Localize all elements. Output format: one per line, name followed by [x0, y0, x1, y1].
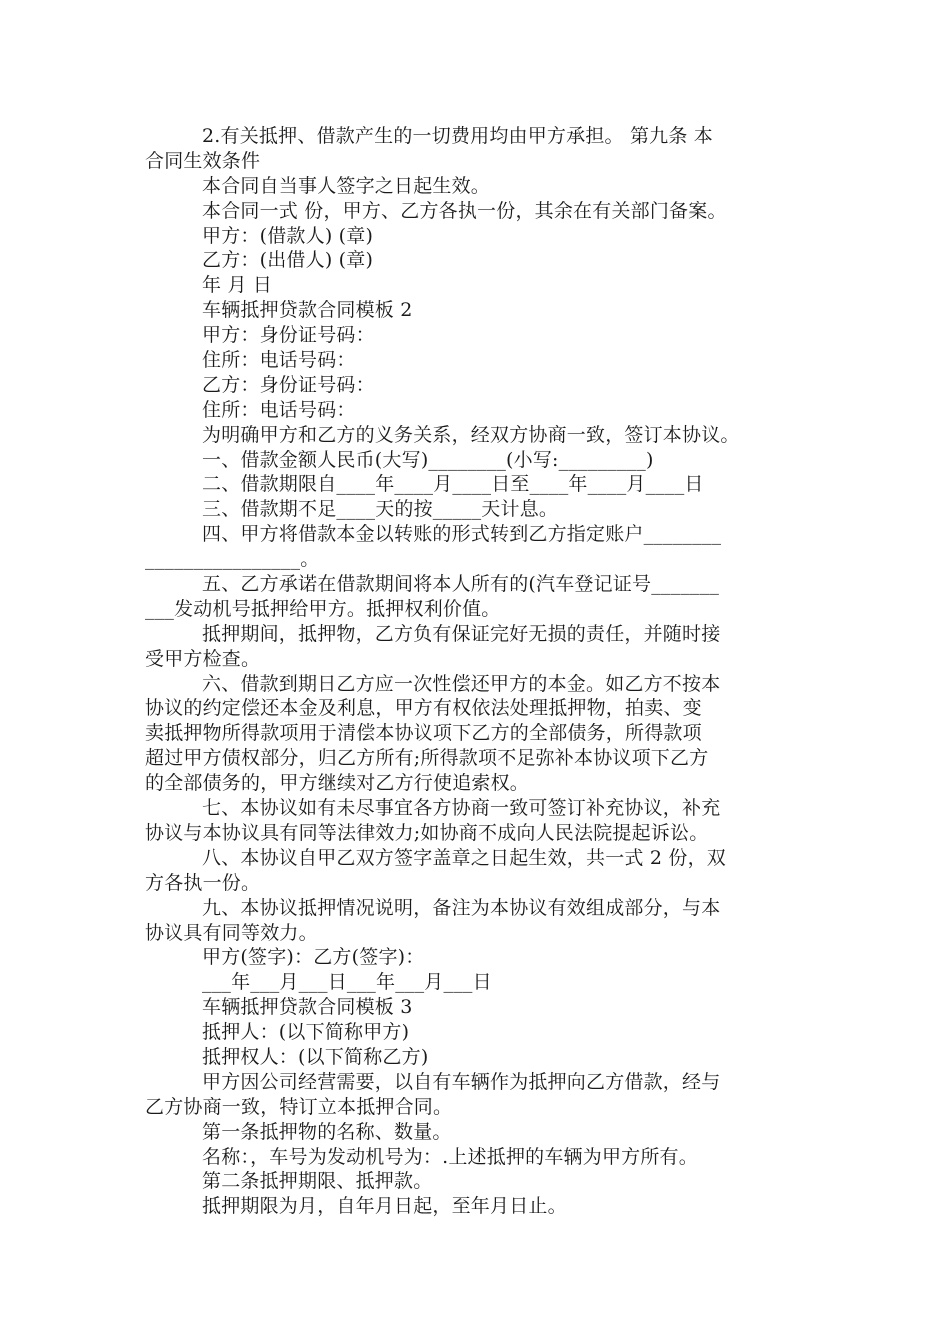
text-line: 住所：电话号码：	[202, 349, 356, 372]
text-line: 七、本协议如有未尽事宜各方协商一致可签订补充协议，补充	[202, 797, 721, 820]
text-line: 乙方：身份证号码：	[202, 373, 375, 396]
text-line: 甲方(签字)：乙方(签字)：	[202, 946, 425, 969]
contract-text	[145, 124, 810, 1219]
text-line: 协议与本协议具有同等法律效力;如协商不成向人民法院提起诉讼。	[145, 821, 709, 844]
text-line: 本合同自当事人签字之日起生效。	[202, 174, 491, 197]
text-line: 协议具有同等效力。	[145, 921, 318, 944]
text-line: 九、本协议抵押情况说明，备注为本协议有效组成部分，与本	[202, 896, 721, 919]
text-line: 年 月 日	[202, 274, 273, 297]
text-line: 二、借款期限自____年____月____日至____年____月____日	[202, 473, 704, 496]
text-line: 为明确甲方和乙方的义务关系，经双方协商一致，签订本协议。	[202, 423, 740, 446]
text-line: ________________。	[145, 548, 320, 571]
text-line: 合同生效条件	[145, 149, 261, 172]
text-line: 第二条抵押期限、抵押款。	[202, 1170, 433, 1193]
text-line: 四、甲方将借款本金以转账的形式转到乙方指定账户________	[202, 523, 722, 546]
text-line: 受甲方检查。	[145, 647, 261, 670]
text-line: 三、借款期不足____天的按_____天计息。	[202, 498, 559, 521]
text-line: 八、本协议自甲乙双方签字盖章之日起生效，共一式 2 份，双	[202, 846, 726, 869]
text-line: 乙方协商一致，特订立本抵押合同。	[145, 1095, 453, 1118]
text-line: ___发动机号抵押给甲方。抵押权利价值。	[145, 597, 501, 620]
text-line: 抵押期限为月，自年月日起，至年月日止。	[202, 1195, 567, 1218]
text-line: 2.有关抵押、借款产生的一切费用均由甲方承担。 第九条 本	[202, 125, 714, 147]
text-line: 第一条抵押物的名称、数量。	[202, 1120, 452, 1143]
text-line: 甲方：(借款人) (章)	[202, 224, 374, 247]
text-line: 名称：，车号为发动机号为：.上述抵押的车辆为甲方所有。	[202, 1145, 698, 1168]
text-line: 乙方：(出借人) (章)	[202, 249, 374, 272]
text-line: 抵押权人：(以下简称乙方)	[202, 1045, 429, 1068]
text-line: 甲方：身份证号码：	[202, 324, 375, 347]
text-line: 车辆抵押贷款合同模板 3	[202, 996, 413, 1019]
text-line: 方各执一份。	[145, 871, 261, 894]
text-line: 一、借款金额人民币(大写)________(小写:_________)	[202, 448, 654, 471]
text-line: 甲方因公司经营需要，以自有车辆作为抵押向乙方借款，经与	[202, 1070, 721, 1093]
text-line: 五、乙方承诺在借款期间将本人所有的(汽车登记证号_______	[202, 573, 720, 596]
text-line: 超过甲方债权部分，归乙方所有;所得款项不足弥补本协议项下乙方	[145, 747, 709, 770]
text-line: 住所：电话号码：	[202, 398, 356, 421]
text-line: 车辆抵押贷款合同模板 2	[202, 299, 413, 322]
text-line: 协议的约定偿还本金及利息，甲方有权依法处理抵押物，拍卖、变	[145, 697, 702, 720]
text-line: 卖抵押物所得款项用于清偿本协议项下乙方的全部债务，所得款项	[145, 722, 702, 745]
text-line: 的全部债务的，甲方继续对乙方行使追索权。	[145, 772, 530, 795]
text-line: 本合同一式 份，甲方、乙方各执一份，其余在有关部门备案。	[202, 199, 727, 222]
text-line: 六、借款到期日乙方应一次性偿还甲方的本金。如乙方不按本	[202, 672, 721, 695]
text-line: 抵押人：(以下简称甲方)	[202, 1021, 410, 1044]
text-line: 抵押期间，抵押物，乙方负有保证完好无损的责任，并随时接	[202, 622, 721, 645]
text-line: ___年___月___日___年___月___日	[202, 971, 492, 994]
